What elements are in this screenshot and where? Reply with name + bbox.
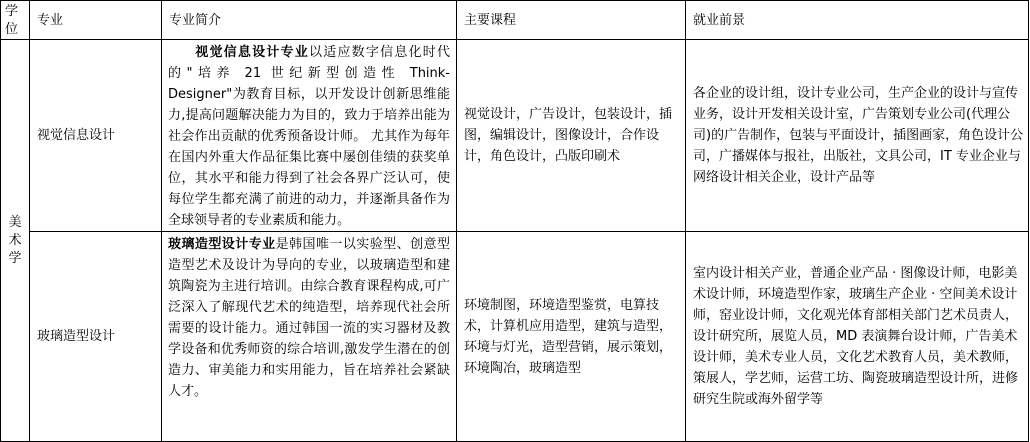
major-career: 各企业的设计组，设计专业公司，生产企业的设计与宣传业务，设计开发相关设计室，广告策划专业公司(代理公司)的广告制作，包装与平面设计，插图画家，角色设计公司，广播媒体与报社，出版社，文具公司，IT 专业企业与网络设计相关企业，设计产品等 — [686, 40, 1029, 232]
table-row — [1, 232, 1029, 442]
department-char: 美 — [8, 214, 22, 230]
header-row — [1, 1, 1029, 40]
major-name: 玻璃造型设计 — [30, 232, 162, 442]
major-intro — [162, 232, 457, 442]
intro-text: 以适应数字信息化时代的"培养 21 世纪新型创造性 Think-Designer"为教育目标，以开发设计创新思维能力,提高问题解决能力为目的，致力于培养出能为社会作出贡献的优秀预备设计师。 尤其作为每年在国内外重大作品征集比赛中屡创佳绩的获奖单位，其水平和能力得到了社会各界广泛认可，使每位学生都充满了前进的动力，并逐渐具备作为全球领导者的专业素质和能力。 — [168, 45, 450, 228]
intro-text: 是韩国唯一以实验型、创意型造型艺术及设计为导向的专业，以玻璃造型和建筑陶瓷为主进行培训。由综合教育课程构成,可广泛深入了解现代艺术的纯造型，培养现代社会所需要的设计能力。通过韩国一流的实习器材及教学设备和优秀师资的综合培训,激发学生潜在的创造力、审美能力和实用能力，旨在培养社会紧缺人才。 — [168, 237, 450, 399]
intro-bold: 玻璃造型设计专业 — [168, 237, 276, 252]
table-row — [1, 40, 1029, 232]
department-char: 学 — [8, 250, 22, 266]
major-courses: 环境制图，环境造型鉴赏，电算技术，计算机应用造型，建筑与造型，环境与灯光，造型营销，展示策划，环境陶冶，玻璃造型 — [457, 232, 686, 442]
major-intro — [162, 40, 457, 232]
major-courses: 视觉设计，广告设计，包装设计，插图，编辑设计，图像设计，合作设计，角色设计，凸版印刷术 — [457, 40, 686, 232]
department-cell — [1, 40, 30, 442]
intro-bold: 视觉信息设计专业 — [194, 45, 309, 60]
header-courses: 主要课程 — [457, 1, 686, 40]
header-major: 专业 — [30, 1, 162, 40]
header-intro: 专业简介 — [162, 1, 457, 40]
department-char: 术 — [8, 232, 22, 248]
major-career: 室内设计相关产业，普通企业产品 · 图像设计师，电影美术设计师，环境造型作家，玻璃生产企业 · 空间美术设计师，窑业设计师，文化观光体育部相关部门艺术员责人，设计研究所，展览人员，MD 表演舞台设计师，广告美术设计师，美术专业人员，文化艺术教育人员，美术教师，策展人，学艺师，运营工坊、陶瓷玻璃造型设计所，进修研究生院或海外留学等 — [686, 232, 1029, 442]
header-career: 就业前景 — [686, 1, 1029, 40]
major-name: 视觉信息设计 — [30, 40, 162, 232]
header-dept: 学位 — [1, 1, 30, 40]
